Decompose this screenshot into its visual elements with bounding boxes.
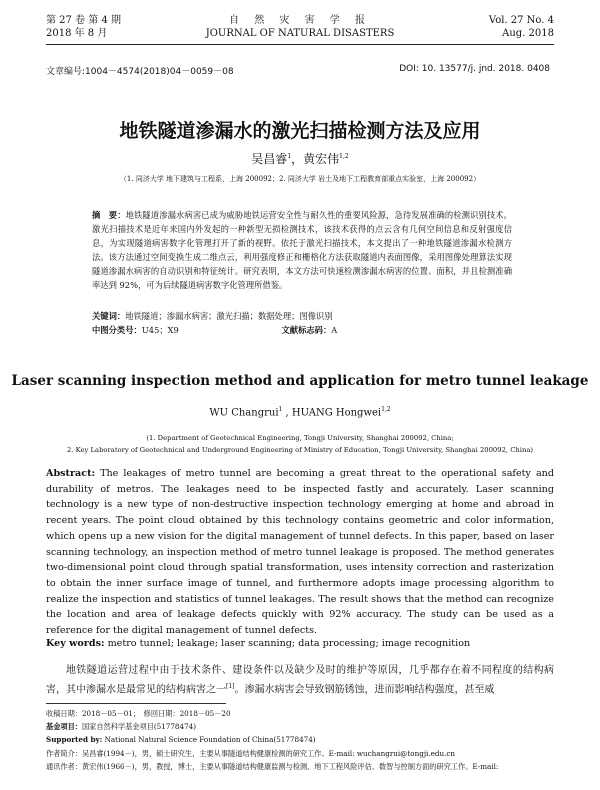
fund-cn-text: 国家自然科学基金项目(51778474) <box>81 722 197 732</box>
keywords-en-label: Key words: <box>46 638 105 649</box>
affiliation-en-1: (1. Department of Geotechnical Engineering, Tongji University, Shanghai 200092, China; <box>146 434 454 442</box>
author-1-en-affil-mark: 1 <box>278 406 283 413</box>
body-text: 地铁隧道运营过程中由于技术条件、建设条件以及缺少及时的维护等原因，几乎都存在着不同程度的结构病害，其中渗漏水是最常见的结构病害之一 <box>46 665 554 696</box>
footnote-rule <box>46 703 226 704</box>
abstract-cn-text: 地铁隧道渗漏水病害已成为威胁地铁运营安全性与耐久性的重要风险源，急待发展准确的检测识别技术。激光扫描技术是近年来国内外发起的一种新型无损检测技术，该技术获得的点云含有几何空间信息和反射强度信息，为实现隧道病害数字化管理打开了新的视野。依托于激光扫描技术，本文提出了一种地铁隧道渗漏水检测方法。该方法通过空间变换生成二维点云，利用强度修正和栅格化方法获取隧道内表面图像，采用图像处理算法实现隧道渗漏水病害的自动识别和特征统计。研究表明，本文方法可快速检测渗漏水病害的位置、面积，并且检测准确率达到 92%，可为后续隧道病害数字化管理所借鉴。 <box>92 210 512 290</box>
author-2-en-affil-mark: 1,2 <box>381 406 391 413</box>
authors-en <box>0 406 600 418</box>
doc-code-label: 文献标志码： <box>281 325 332 335</box>
clc-label: 中图分类号： <box>92 325 142 335</box>
classification-cn <box>92 324 337 336</box>
clc-value: U45；X9 <box>141 325 179 335</box>
author-2-en: , HUANG Hongwei <box>282 407 382 419</box>
authors-cn <box>0 150 600 167</box>
abstract-en <box>46 466 554 639</box>
citation-ref[interactable]: [1] <box>226 683 235 690</box>
journal-name-cn: 自 然 灾 害 学 报 <box>229 15 371 26</box>
footnote-fund-en <box>46 733 554 746</box>
affiliation-cn: （1. 同济大学 地下建筑与工程系，上海 200092；2. 同济大学 岩土及地下工程教育部重点实验室，上海 200092） <box>119 175 481 183</box>
keywords-en-text: metro tunnel; leakage; laser scanning; data processing; image recognition <box>104 638 471 649</box>
affiliation-en <box>30 432 570 456</box>
abstract-cn <box>92 208 512 292</box>
author-1-affil-mark: 1 <box>287 153 292 160</box>
issue-date: 2018 年 8 月 <box>46 28 108 39</box>
footnote-received: 收稿日期：2018－05－01； 修回日期：2018－05－20 <box>46 709 231 718</box>
author-1-en: WU Changrui <box>209 407 279 419</box>
keywords-cn-label: 关键词： <box>92 311 126 321</box>
fund-en-label: Supported by: <box>46 735 103 745</box>
author-2-cn: ，黄宏伟 <box>291 152 340 166</box>
footnote-author-2: 通讯作者：黄宏伟(1966－)，男，教授，博士，主要从事隧道结构健康监测与检测、地下工程风险评估、数智与控制方面的研究工作。E-mail: <box>46 761 499 771</box>
keywords-en <box>46 638 554 649</box>
article-number: 文章编号:1004－4574(2018)04－0059－08 <box>46 67 234 77</box>
footnote-fund-cn <box>46 720 554 733</box>
header-rule <box>46 44 554 45</box>
volume-issue-en: Vol. 27 No. 4 <box>488 15 554 26</box>
doc-code-value: A <box>331 325 338 335</box>
keywords-cn-text: 地铁隧道；渗漏水病害；激光扫描；数据处理；图像识别 <box>125 311 333 321</box>
fund-cn-label: 基金项目： <box>46 722 82 732</box>
title-en: Laser scanning inspection method and application for metro tunnel leakage <box>11 373 589 389</box>
volume-issue: 第 27 卷 第 4 期 <box>46 15 121 26</box>
abstract-en-label: Abstract: <box>46 468 96 479</box>
footnotes <box>46 707 554 773</box>
body-text-end: 。渗漏水病害会导致钢筋锈蚀，进而影响结构强度，甚至威 <box>234 684 495 696</box>
title-cn: 地铁隧道渗漏水的激光扫描检测方法及应用 <box>119 120 481 142</box>
journal-name-en: JOURNAL OF NATURAL DISASTERS <box>205 28 395 39</box>
journal-volume-info-en <box>489 14 554 40</box>
abstract-cn-label: 摘 要： <box>92 210 126 220</box>
keywords-cn <box>92 310 512 322</box>
body-paragraph <box>46 663 554 698</box>
author-1-cn: 吴昌睿 <box>251 152 288 166</box>
affiliation-en-2: 2. Key Laboratory of Geotechnical and Underground Engineering of Ministry of Education, Tongji University, Shanghai 200092, China) <box>66 446 534 454</box>
issue-date-en: Aug. 2018 <box>502 28 554 39</box>
author-2-affil-mark: 1,2 <box>339 153 349 160</box>
abstract-en-text: The leakages of metro tunnel are becoming a great threat to the operational safety and durability of metros. The leakages need to be inspected fastly and accurately. Laser scanning technology is a new type of non-destructive inspection technology emerging at home and abroad in recent years. The point cloud obtained by this technology contains geometric and color information, which opens up a new vision for the digital management of tunnel defects. In this paper, based on laser scanning technology, an inspection method of metro tunnel leakage is proposed. The method generates two-dimensional point cloud through spatial transformation, uses intensity correction and rasterization to obtain the inner surface image of tunnel, and furthermore adopts image processing algorithm to realize the inspection and statistics of tunnel leakages. The result shows that the method can recognize the location and area of leakage defects quickly with 92% accuracy. The study can be used as a reference for the digital management of tunnel defects. <box>46 468 554 637</box>
fund-en-text: National Natural Science Foundation of China(51778474) <box>102 735 316 745</box>
doi[interactable]: DOI: 10. 13577/j. jnd. 2018. 0408 <box>399 64 550 74</box>
footnote-author-1: 作者简介：吴昌睿(1994－)，男，硕士研究生，主要从事隧道结构健康检测的研究工作。E-mail: wuchangrui@tongji.edu.cn <box>46 748 456 758</box>
